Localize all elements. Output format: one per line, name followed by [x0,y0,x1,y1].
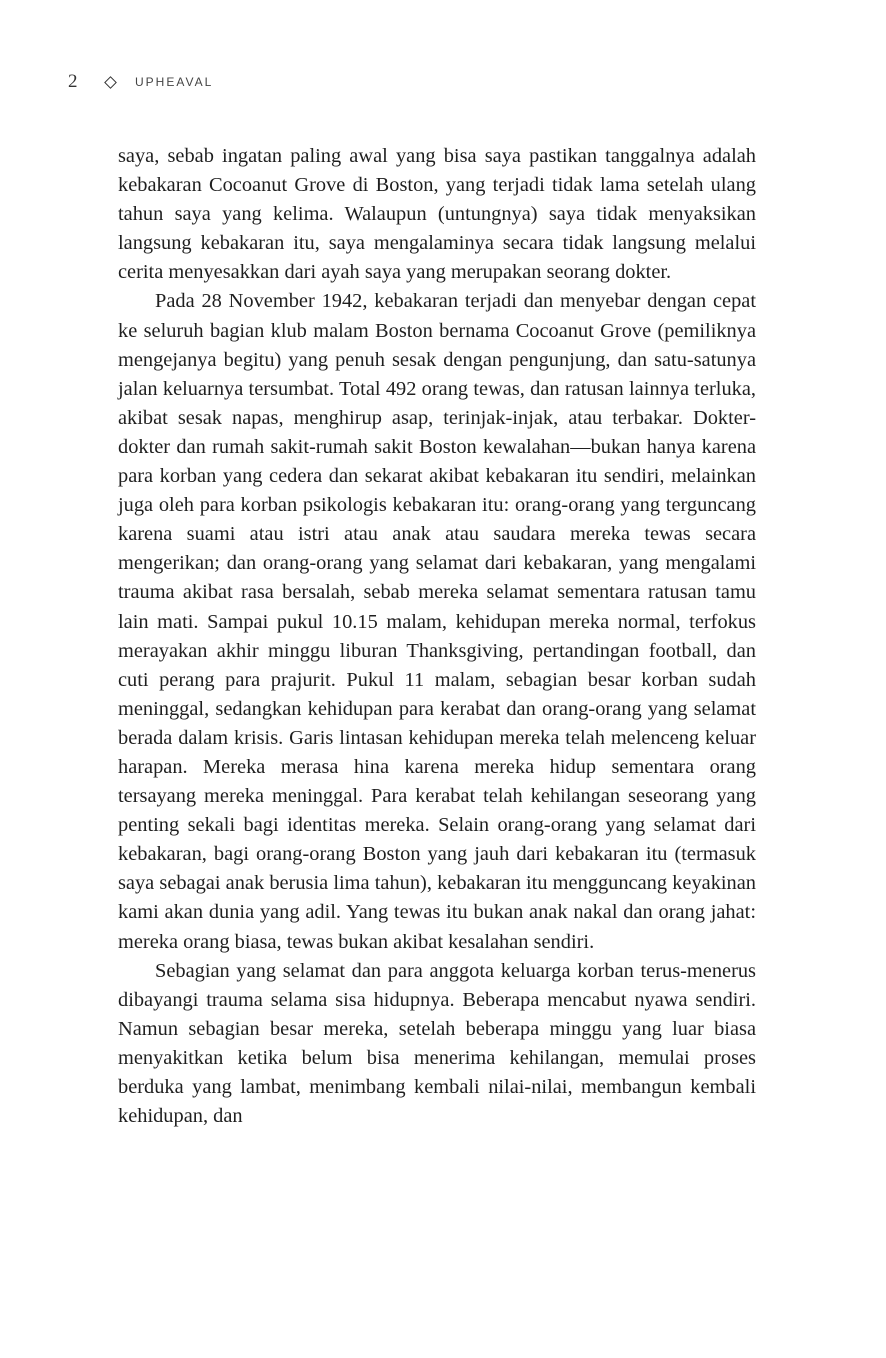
paragraph-cocoanut-grove-fire: Pada 28 November 1942, kebakaran terjadi dan menyebar dengan cepat ke seluruh bagian klub malam Boston bernama Cocoanut Grove (pemiliknya mengejanya begitu) yang penuh sesak dengan pengunjung, dan satu-satunya jalan keluarnya tersumbat. Total 492 orang tewas, dan ratusan lainnya terluka, akibat sesak napas, menghirup asap, terinjak-injak, atau terbakar. Dokter-dokter dan rumah sakit-rumah sakit Boston kewalahan—bukan hanya karena para korban yang cedera dan sekarat akibat kebakaran itu sendiri, melainkan juga oleh para korban psikologis kebakaran itu: orang-orang yang terguncang karena suami atau istri atau anak atau saudara mereka tewas secara mengerikan; dan orang-orang yang selamat dari kebakaran, yang mengalami trauma akibat rasa bersalah, sebab mereka selamat sementara ratusan tamu lain mati. Sampai pukul 10.15 malam, kehidupan mereka normal, terfokus merayakan akhir minggu liburan Thanksgiving, pertandingan football, dan cuti perang para prajurit. Pukul 11 malam, sebagian besar korban sudah meninggal, sedangkan kehidupan para kerabat dan orang-orang yang selamat berada dalam krisis. Garis lintasan kehidupan mereka telah melenceng keluar harapan. Mereka merasa hina karena mereka hidup sementara orang tersayang mereka meninggal. Para kerabat telah kehilangan seseorang yang penting sekali bagi identitas mereka. Selain orang-orang yang selamat dari kebakaran, bagi orang-orang Boston yang jauh dari kebakaran itu (termasuk saya sebagai anak berusia lima tahun), kebakaran itu mengguncang keyakinan kami akan dunia yang adil. Yang tewas itu bukan anak nakal dan orang jahat: mereka orang biasa, tewas bukan akibat kesalahan sendiri. [118,290,756,953]
body-text [118,142,756,1131]
paragraph-survivors: Sebagian yang selamat dan para anggota keluarga korban terus-menerus dibayangi trauma selama sisa hidupnya. Beberapa mencabut nyawa sendiri. Namun sebagian besar mereka, setelah beberapa minggu yang luar biasa menyakitkan ketika belum bisa menerima kehilangan, memulai proses berduka yang lambat, menimbang kembali nilai-nilai, membangun kembali kehidupan, dan [118,959,756,1128]
running-head [68,68,213,96]
book-title: UPHEAVAL [135,75,214,89]
paragraph-continuation: saya, sebab ingatan paling awal yang bisa saya pastikan tanggalnya adalah kebakaran Cocoanut Grove di Boston, yang terjadi tidak lama setelah ulang tahun saya yang kelima. Walaupun (untungnya) saya tidak menyaksikan langsung kebakaran itu, saya mengalaminya secara tidak langsung melalui cerita menyesakkan dari ayah saya yang merupakan seorang dokter. [118,145,756,284]
diamond-ornament-icon [104,76,117,89]
page-number: 2 [68,71,78,92]
